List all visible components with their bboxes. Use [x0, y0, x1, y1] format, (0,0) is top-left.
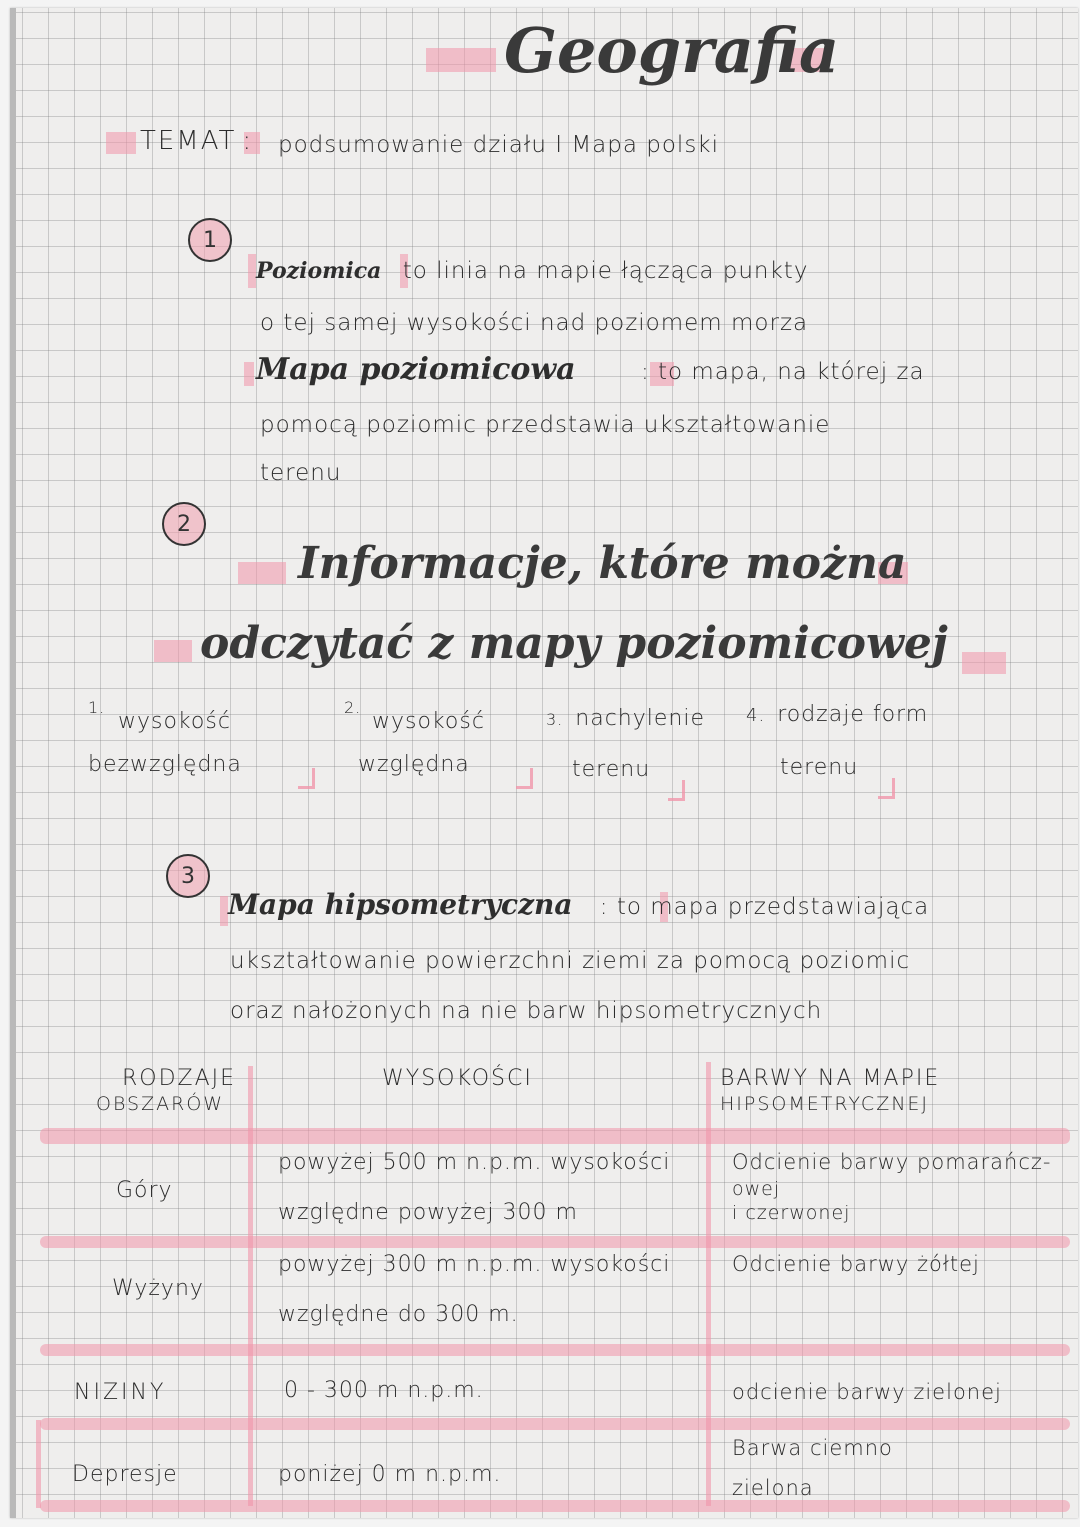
table-row-gory-type: Góry: [116, 1178, 173, 1203]
def-mapa-hipsometryczna-line-2: ukształtowanie powierzchni ziemi za pomocą poziomic: [230, 948, 911, 974]
table-row-gory-color-3: i czerwonej: [732, 1202, 851, 1224]
table-row-wyzyny-color-1: Odcienie barwy żółtej: [732, 1252, 980, 1276]
info-item-1-line-2: bezwzględna: [88, 752, 242, 777]
def-mapa-poziomicowa-line-1: : to mapa, na której za: [640, 359, 925, 385]
table-header-divider: [40, 1128, 1070, 1144]
def-poziomica-line-2: o tej samej wysokości nad poziomem morza: [260, 310, 809, 336]
term-poziomica: Poziomica: [256, 258, 382, 284]
section-3-number-badge: 3: [166, 854, 210, 898]
section-2-heading-line-1: Informacje, które można: [298, 538, 907, 589]
table-row-niziny-height-1: 0 - 300 m n.p.m.: [284, 1378, 484, 1403]
topic-text: podsumowanie działu I Mapa polski: [278, 132, 720, 158]
table-row-gory-color-1: Odcienie barwy pomarańcz-: [732, 1150, 1052, 1174]
topic-colon: :: [242, 126, 254, 156]
topic-label-text: TEMAT: [140, 126, 237, 156]
table-row-wyzyny-height-1: powyżej 300 m n.p.m. wysokości: [278, 1252, 671, 1277]
section-3-line-1: [228, 888, 929, 921]
term2-highlight-left: [244, 362, 254, 386]
table-row-depresje-color-1: Barwa ciemno: [732, 1436, 893, 1460]
table-row-gory-height-1: powyżej 500 m n.p.m. wysokości: [278, 1150, 671, 1175]
info-item-4-line-2: terenu: [780, 755, 859, 780]
info-item-1: [88, 698, 308, 777]
table-header-type-line-1: RODZAJE: [122, 1066, 237, 1091]
table-row-divider-2: [40, 1344, 1070, 1356]
table-row-niziny-color-1: odcienie barwy zielonej: [732, 1380, 1002, 1404]
table-row-wyzyny-height-2: względne do 300 m.: [278, 1302, 519, 1327]
table-header-color: [720, 1066, 940, 1115]
table-row-divider-3: [40, 1418, 1070, 1430]
info-item-3-number: 3.: [546, 710, 564, 729]
page-title: Geografia: [504, 14, 840, 87]
info-item-3-line-1: nachylenie: [575, 706, 705, 731]
term-mapa-hipsometryczna: Mapa hipsometryczna: [228, 888, 573, 921]
table-row-depresje-height-1: poniżej 0 m n.p.m.: [278, 1462, 502, 1487]
table-header-height: WYSOKOŚCI: [382, 1066, 533, 1091]
table-bottom-border: [40, 1500, 1070, 1512]
topic-label: [140, 126, 253, 156]
table-row-divider-1: [40, 1236, 1070, 1248]
table-header-type-line-2: OBSZARÓW: [96, 1093, 225, 1115]
info-item-3-bracket: [668, 780, 685, 801]
info-item-1-bracket: [298, 768, 315, 789]
info-item-1-line-1: wysokość: [118, 709, 231, 734]
section-2-number-badge: 2: [162, 502, 206, 546]
section-2-heading-line-2: odczytać z mapy poziomicowej: [200, 618, 948, 669]
info-item-1-number: 1.: [88, 698, 106, 717]
info-item-3: [546, 706, 746, 782]
table-header-color-line-1: BARWY NA MAPIE: [720, 1066, 941, 1091]
info-item-2: [344, 698, 544, 777]
def-mapa-poziomicowa-line-3: terenu: [260, 460, 342, 486]
term1-highlight-left: [248, 254, 256, 288]
section-1-number-badge: 1: [188, 218, 232, 262]
info-item-4-line-1: rodzaje form: [777, 702, 929, 727]
info-item-2-bracket: [516, 768, 533, 789]
heading2-highlight-l1: [238, 562, 286, 584]
term3-highlight-left: [220, 896, 228, 926]
def-mapa-hipsometryczna-line-1: : to mapa przedstawiająca: [599, 894, 930, 920]
info-item-2-line-2: względna: [358, 752, 470, 777]
info-item-4-bracket: [878, 778, 895, 799]
table-header-color-line-2: HIPSOMETRYCZNEJ: [720, 1093, 930, 1115]
def-mapa-hipsometryczna-line-3: oraz nałożonych na nie barw hipsometrycznych: [230, 998, 823, 1024]
notebook-page: [10, 8, 1078, 1518]
heading2-highlight-r2: [962, 652, 1006, 674]
term-mapa-poziomicowa: Mapa poziomicowa: [256, 352, 576, 387]
topic-highlight-left: [106, 132, 136, 154]
table-row-depresje-type: Depresje: [72, 1462, 178, 1487]
table-row-wyzyny-type: Wyżyny: [112, 1276, 204, 1301]
def-mapa-poziomicowa-line-2: pomocą poziomic przedstawia ukształtowanie: [260, 412, 831, 438]
info-item-4-number: 4.: [746, 705, 766, 726]
table-row-niziny-type: NIZINY: [74, 1380, 167, 1405]
table-header-type: [96, 1066, 236, 1115]
section-1-line-1: [256, 258, 808, 284]
info-item-2-line-1: wysokość: [372, 709, 485, 734]
section-1-line-3: [256, 352, 925, 387]
heading2-highlight-l2: [154, 640, 192, 662]
info-item-3-line-2: terenu: [572, 757, 651, 782]
table-row-gory-color-2: owej: [732, 1178, 781, 1200]
info-item-4: [746, 702, 1006, 780]
def-poziomica-line-1: to linia na mapie łącząca punkty: [402, 258, 809, 284]
table-left-border: [36, 1420, 41, 1508]
info-item-2-number: 2.: [344, 698, 362, 717]
table-row-depresje-color-2: zielona: [732, 1476, 814, 1500]
table-row-gory-height-2: względne powyżej 300 m: [278, 1200, 578, 1225]
title-highlight-left: [426, 48, 496, 72]
